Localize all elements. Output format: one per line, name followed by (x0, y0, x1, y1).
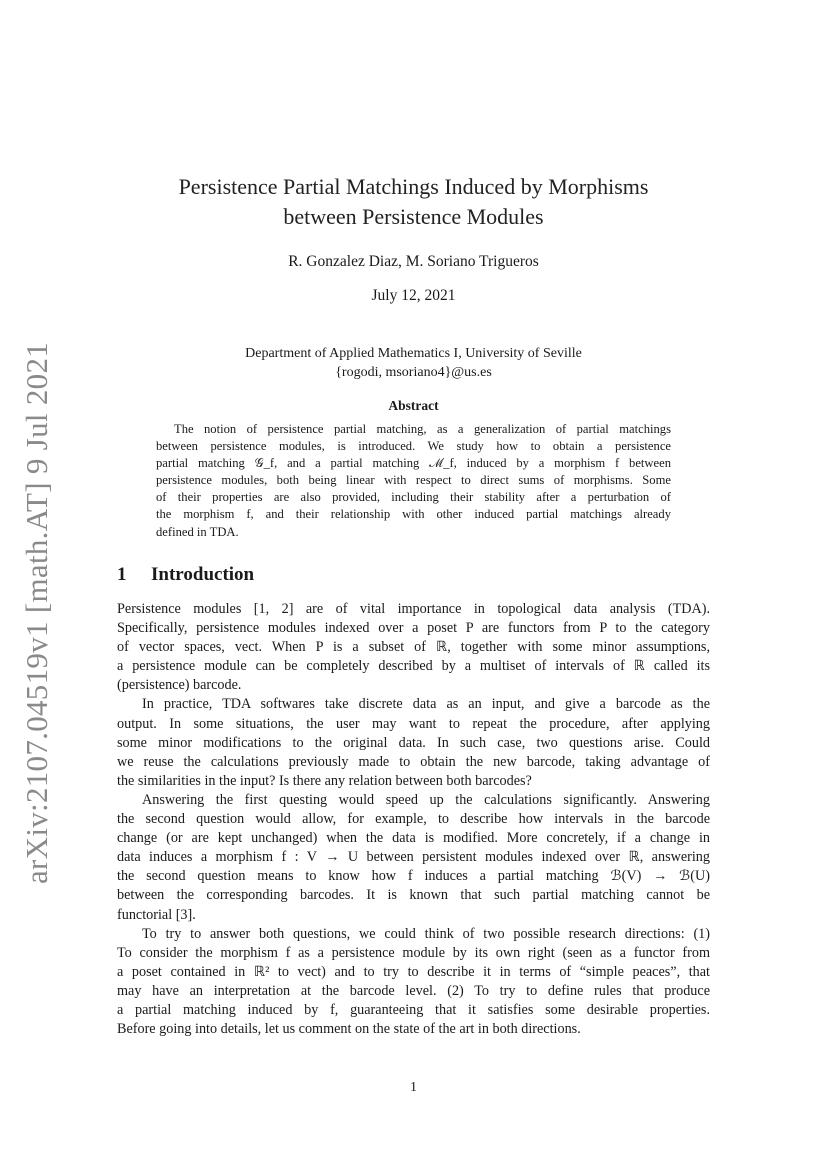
body-line: data induces a morphism f : V → U between persistent modules indexed over ℝ, answering (117, 849, 710, 866)
body-line: the similarities in the input? Is there any relation between both barcodes? (117, 772, 532, 789)
section-title: Introduction (151, 564, 255, 585)
abstract-line: partial matching 𝒢_f, and a partial matching ℳ_f, induced by a morphism f between (156, 456, 671, 471)
body-line: between the corresponding barcodes. It is known that such partial matching cannot be (117, 887, 710, 904)
abstract-line: persistence modules, both being linear with respect to direct sums of morphisms. Some (156, 473, 671, 488)
body-line: In practice, TDA softwares take discrete data as an input, and give a barcode as the (142, 696, 710, 713)
affiliation-line-2: {rogodi, msoriano4}@us.es (335, 365, 492, 380)
body-line: a poset contained in ℝ² to vect) and to try to describe it in terms of “simple peaces”, that (117, 963, 710, 980)
body-line: change (or are kept unchanged) when the data is modified. More concretely, if a change in (117, 830, 710, 847)
body-line: To try to answer both questions, we could think of two possible research directions: (1) (142, 925, 710, 942)
abstract-line: the morphism f, and their relationship with other induced partial matchings already (156, 507, 671, 522)
body-line: output. In some situations, the user may want to repeat the procedure, after applying (117, 715, 710, 732)
body-line: Answering the first questing would speed up the calculations significantly. Answering (142, 791, 710, 808)
body-line: the second question would allow, for example, to describe how intervals in the barcode (117, 811, 710, 828)
body-line: the second question means to know how f induces a partial matching ℬ(V) → ℬ(U) (117, 868, 710, 885)
abstract-line: between persistence modules, is introduced. We study how to obtain a persistence (156, 439, 671, 454)
body-line: of vector spaces, vect. When P is a subset of ℝ, together with some minor assumptions, (117, 639, 710, 656)
body-line: Persistence modules [1, 2] are of vital importance in topological data analysis (TDA). (117, 601, 710, 617)
body-line: To consider the morphism f as a persistence module by its own right (seen as a functor from (117, 944, 710, 961)
body-line: Specifically, persistence modules indexed over a poset P are functors from P to the category (117, 620, 710, 637)
abstract-heading: Abstract (388, 398, 439, 413)
body-line: some minor modifications to the original data. In such case, two questions arise. Could (117, 734, 710, 751)
section-number: 1 (117, 564, 127, 585)
section-body (117, 600, 710, 1039)
title-line-2: between Persistence Modules (283, 204, 544, 229)
body-line: a persistence module can be completely described by a multiset of intervals of ℝ called its (117, 658, 710, 675)
body-line: Before going into details, let us comment on the state of the art in both directions. (117, 1021, 581, 1038)
abstract-line: defined in TDA. (156, 524, 239, 539)
paper-title (117, 172, 710, 232)
abstract-line: The notion of persistence partial matching, as a generalization of partial matchings (174, 422, 671, 436)
authors: R. Gonzalez Diaz, M. Soriano Trigueros (288, 253, 539, 270)
abstract-body (156, 421, 671, 541)
date: July 12, 2021 (371, 287, 456, 304)
section-heading (117, 564, 254, 586)
abstract-line: of their properties are also provided, including their stability after a perturbation of (156, 490, 671, 505)
page-number: 1 (410, 1080, 417, 1095)
body-line: a partial matching induced by f, guaranteeing that it satisfies some desirable properties. (117, 1001, 710, 1018)
affiliation (117, 344, 710, 382)
title-line-1: Persistence Partial Matchings Induced by Morphisms (178, 174, 649, 199)
body-line: may have an interpretation at the barcode level. (2) To try to define rules that produce (117, 982, 710, 999)
arxiv-identifier-text: arXiv:2107.04519v1 [math.AT] 9 Jul 2021 (19, 341, 54, 884)
body-line: (persistence) barcode. (117, 677, 242, 694)
arxiv-identifier-stamp (8, 341, 66, 884)
body-line: functorial [3]. (117, 906, 196, 923)
body-line: we reuse the calculations previously made to obtain the new barcode, taking advantage of (117, 753, 710, 770)
affiliation-line-1: Department of Applied Mathematics I, University of Seville (245, 346, 582, 361)
